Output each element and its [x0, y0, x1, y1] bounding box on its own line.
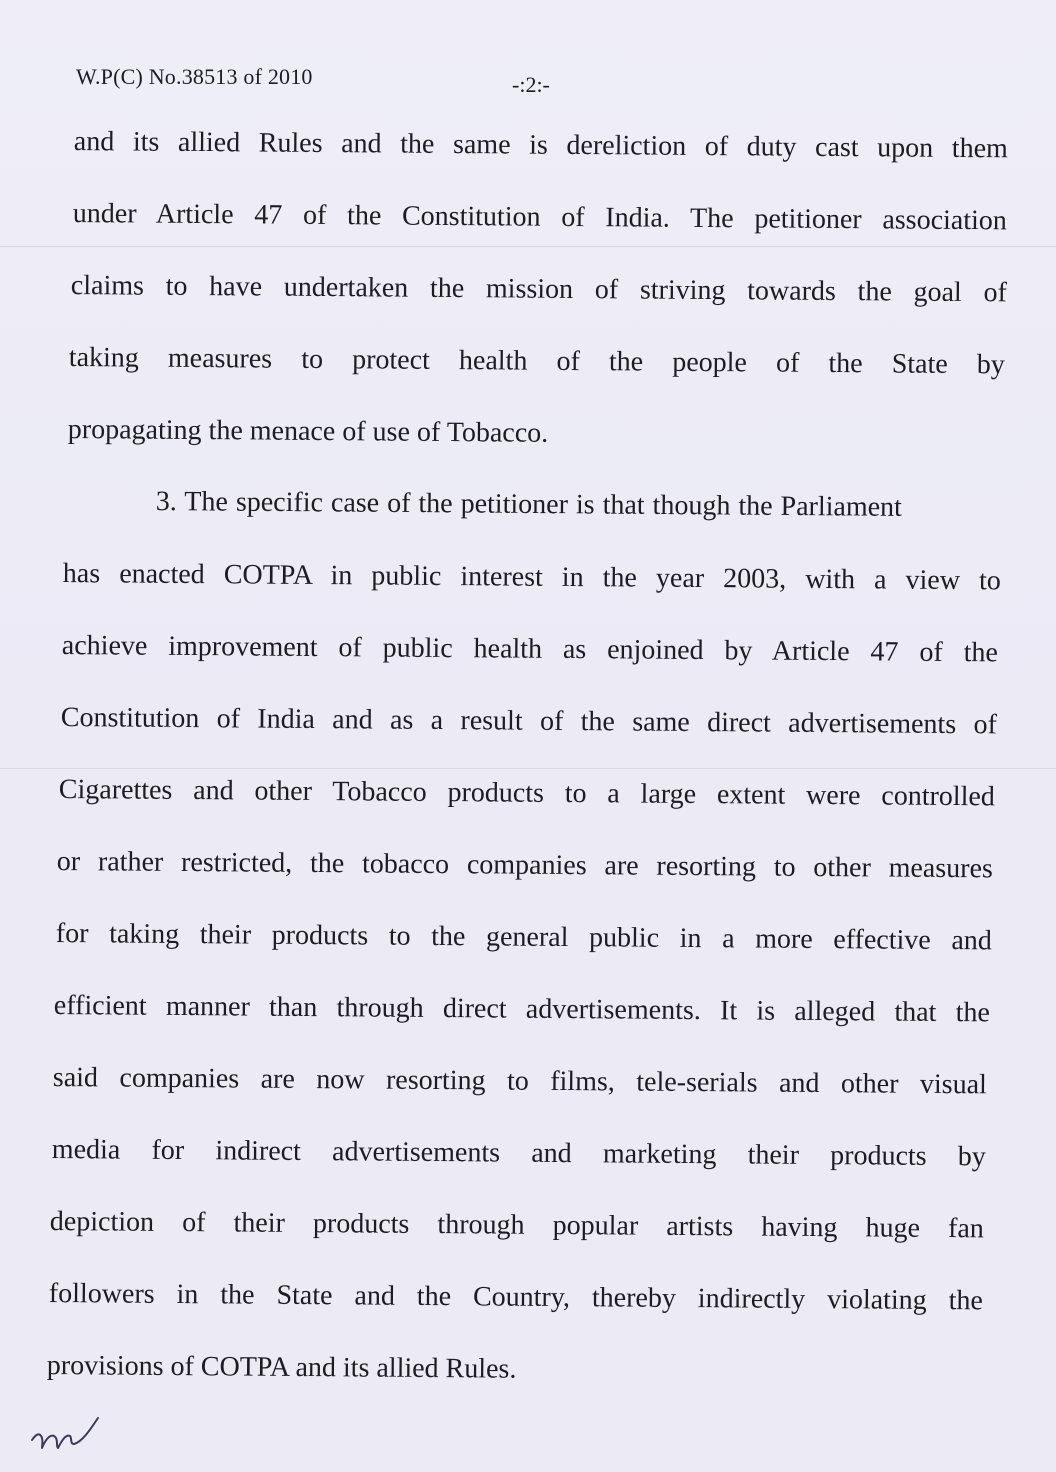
paragraph-2-line: Cigarettes and other Tobacco products to a large extent were controlled	[58, 774, 995, 813]
paragraph-1-line: and its allied Rules and the same is dereliction of duty cast upon them	[73, 126, 1008, 165]
paragraph-2-line: efficient manner than through direct advertisements. It is alleged that the	[53, 990, 990, 1029]
paragraph-1-line: taking measures to protect health of the people of the State by	[68, 342, 1005, 381]
paragraph-2-line: Constitution of India and as a result of the same direct advertisements of	[60, 702, 997, 741]
paragraph-2-line: has enacted COTPA in public interest in the year 2003, with a view to	[62, 558, 1001, 597]
paragraph-2-line: for taking their products to the general public in a more effective and	[55, 918, 992, 957]
paragraph-2-line: followers in the State and the Country, thereby indirectly violating the	[48, 1278, 983, 1317]
scan-artifact-line	[0, 246, 1056, 247]
paragraph-2-line: or rather restricted, the tobacco companies are resorting to other measures	[56, 846, 993, 885]
paragraph-2-line: said companies are now resorting to films, tele-serials and other visual	[52, 1062, 987, 1101]
paragraph-2-line: achieve improvement of public health as enjoined by Article 47 of the	[61, 630, 998, 669]
paragraph-1-line: propagating the menace of use of Tobacco.	[67, 414, 549, 449]
paragraph-1-line: claims to have undertaken the mission of striving towards the goal of	[70, 270, 1007, 309]
paragraph-2-line: 3. The specific case of the petitioner is that though the Parliament	[155, 486, 903, 523]
initials-signature-icon	[28, 1408, 108, 1456]
paragraph-2-line: depiction of their products through popular artists having huge fan	[49, 1206, 984, 1245]
case-number: W.P(C) No.38513 of 2010	[76, 64, 313, 89]
paragraph-2-line: provisions of COTPA and its allied Rules.	[46, 1350, 517, 1385]
scan-artifact-line	[0, 768, 1056, 769]
paragraph-1-line: under Article 47 of the Constitution of India. The petitioner association	[72, 198, 1007, 237]
paragraph-2-line: media for indirect advertisements and marketing their products by	[51, 1134, 986, 1173]
page-number: -:2:-	[512, 72, 550, 97]
